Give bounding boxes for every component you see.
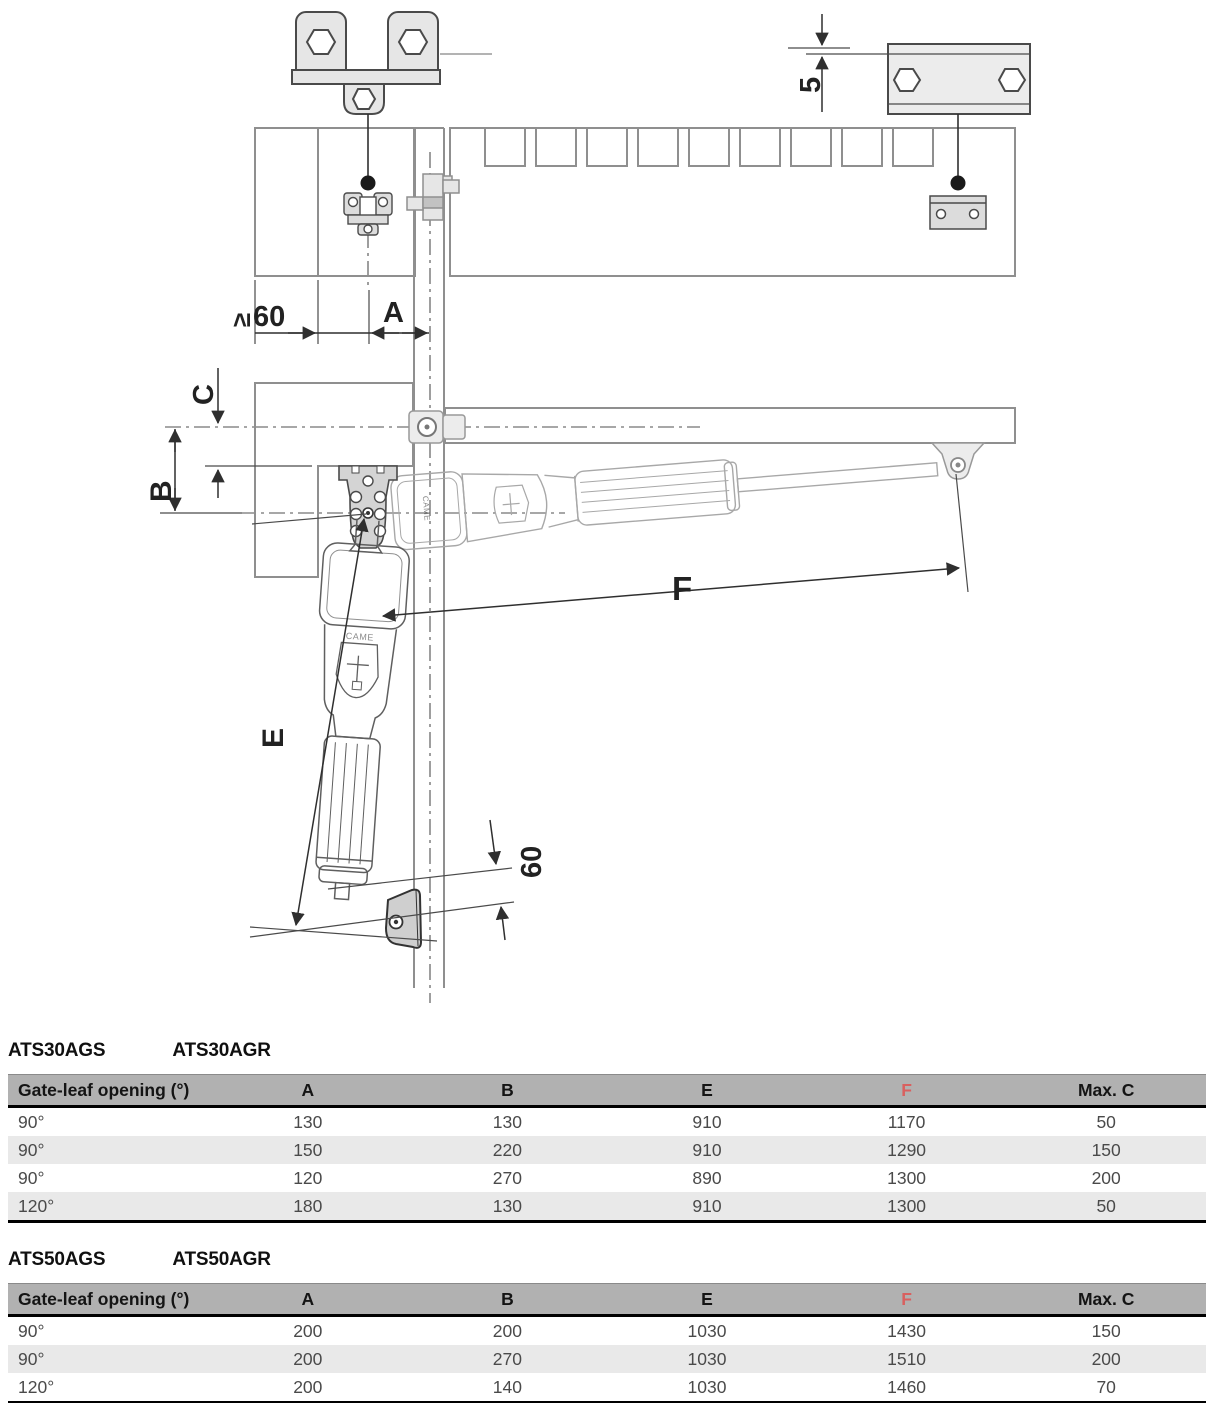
column-header: E <box>607 1075 807 1107</box>
dim-label-60: 60 <box>516 845 548 878</box>
actuator-closed-position <box>300 517 412 902</box>
actuator-open-position <box>390 433 940 551</box>
spec-table-ats30 <box>8 1074 1206 1223</box>
dim-label-e: E <box>257 727 290 748</box>
dim-label-gte: ≥ <box>226 312 256 327</box>
elevation-gate-beam <box>445 408 1015 443</box>
cell-b: 140 <box>408 1373 608 1403</box>
column-header: B <box>408 1075 608 1107</box>
spec-section-ats50 <box>0 1249 1214 1403</box>
column-header: E <box>607 1284 807 1316</box>
brand-logo: CAME <box>345 630 375 643</box>
rear-post-bracket <box>339 466 397 548</box>
column-header: Max. C <box>1006 1284 1206 1316</box>
table-row <box>8 1136 1206 1164</box>
table-row <box>8 1164 1206 1192</box>
dimension-plate-offset <box>788 14 888 112</box>
gate-upright <box>414 128 444 988</box>
cell-e: 910 <box>692 1111 722 1132</box>
cell-f: 1300 <box>807 1192 1007 1222</box>
cell-a: 200 <box>208 1373 408 1403</box>
plan-gate-leaf <box>440 128 1015 276</box>
cell-max-c: 50 <box>1096 1111 1116 1132</box>
dim-label-c: C <box>188 384 220 405</box>
elevation-hinge <box>409 411 465 443</box>
model-names <box>8 1249 1214 1271</box>
leader-right <box>951 114 966 191</box>
cell-e: 910 <box>692 1139 722 1160</box>
plan-front-bracket <box>930 196 986 229</box>
spec-section-ats30 <box>0 1040 1214 1223</box>
cell-f: 1510 <box>887 1348 927 1369</box>
spec-table-ats50 <box>8 1283 1206 1403</box>
cell-f: 1170 <box>887 1111 926 1132</box>
column-header: A <box>208 1075 408 1107</box>
table-row <box>8 1192 1206 1222</box>
dimension-c <box>188 368 312 498</box>
table-row <box>8 1373 1206 1403</box>
cell-opening: 90° <box>18 1167 45 1188</box>
cell-f: 1300 <box>887 1167 927 1188</box>
cell-b: 130 <box>492 1111 522 1132</box>
table-header-row <box>8 1284 1206 1316</box>
brand-logo: CAME <box>420 495 432 522</box>
cell-max-c: 200 <box>1091 1167 1121 1188</box>
cell-a: 130 <box>293 1111 323 1132</box>
cell-opening: 120° <box>8 1373 208 1403</box>
gate-slats <box>485 129 933 166</box>
cell-opening: 90° <box>18 1348 45 1369</box>
column-header-f: F <box>807 1075 1007 1107</box>
model-name: ATS30AGR <box>172 1040 271 1061</box>
leader-left <box>361 114 376 191</box>
cell-b: 220 <box>492 1139 522 1160</box>
cell-max-c: 70 <box>1006 1373 1206 1403</box>
table-header-row <box>8 1075 1206 1107</box>
dim-label-5: 5 <box>795 76 827 93</box>
cell-opening: 90° <box>18 1320 45 1341</box>
cell-max-c: 50 <box>1006 1192 1206 1222</box>
column-header: B <box>408 1284 608 1316</box>
cell-a: 150 <box>293 1139 323 1160</box>
cell-e: 890 <box>692 1167 722 1188</box>
model-name: ATS50AGS <box>8 1249 106 1270</box>
cell-opening: 120° <box>8 1192 208 1222</box>
cell-max-c: 150 <box>1091 1139 1121 1160</box>
column-header: Gate-leaf opening (°) <box>8 1284 208 1316</box>
dim-label-f: F <box>672 570 693 607</box>
cell-opening: 90° <box>18 1111 45 1132</box>
dim-label-a: A <box>383 297 404 329</box>
cell-opening: 90° <box>18 1139 45 1160</box>
cell-a: 120 <box>293 1167 323 1188</box>
dim-label-60min: 60 <box>253 301 286 333</box>
dim-label-b: B <box>145 480 178 502</box>
dimension-e <box>250 514 437 941</box>
model-names <box>8 1040 1214 1062</box>
cell-a: 180 <box>208 1192 408 1222</box>
cell-b: 270 <box>492 1348 522 1369</box>
elevation-view <box>255 383 1015 948</box>
detail-plate-bracket <box>788 14 1030 229</box>
plan-view <box>255 128 1015 276</box>
cell-a: 200 <box>293 1348 323 1369</box>
cell-b: 270 <box>492 1167 522 1188</box>
table-row <box>8 1316 1206 1346</box>
model-name: ATS50AGR <box>172 1249 271 1270</box>
cell-e: 1030 <box>607 1373 807 1403</box>
cell-e: 910 <box>607 1192 807 1222</box>
table-row <box>8 1107 1206 1137</box>
model-name: ATS30AGS <box>8 1040 106 1061</box>
detail-swing-bracket <box>292 12 492 191</box>
cell-max-c: 150 <box>1091 1320 1121 1341</box>
cell-a: 200 <box>293 1320 323 1341</box>
column-header: A <box>208 1284 408 1316</box>
cell-e: 1030 <box>687 1320 727 1341</box>
cell-e: 1030 <box>687 1348 727 1369</box>
front-gate-bracket <box>932 443 984 479</box>
centerlines <box>165 152 700 1003</box>
cell-f: 1460 <box>807 1373 1007 1403</box>
column-header-f: F <box>807 1284 1007 1316</box>
cell-b: 200 <box>492 1320 522 1341</box>
column-header: Gate-leaf opening (°) <box>8 1075 208 1107</box>
table-row <box>8 1345 1206 1373</box>
plan-rear-bracket <box>344 193 392 235</box>
cell-f: 1430 <box>887 1320 927 1341</box>
dimension-b <box>145 429 242 513</box>
cell-b: 130 <box>408 1192 608 1222</box>
column-header: Max. C <box>1006 1075 1206 1107</box>
cell-max-c: 200 <box>1091 1348 1121 1369</box>
dimension-clearance-and-a <box>226 280 429 344</box>
cell-f: 1290 <box>887 1139 927 1160</box>
